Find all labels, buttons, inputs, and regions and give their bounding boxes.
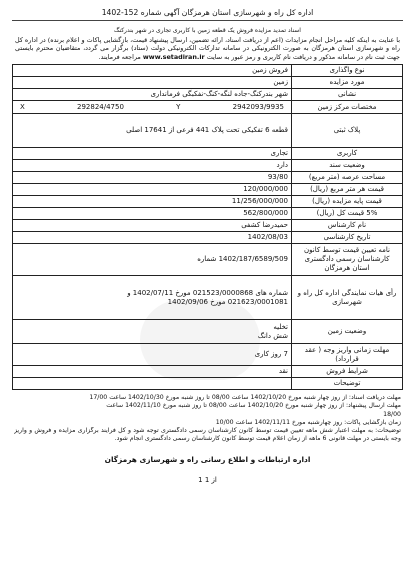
commission-line-1: شماره های 021523/0000868 مورخ 1402/07/11 و [127, 288, 288, 297]
y-value: 2942093/9935 [232, 102, 284, 111]
sale-label: شرایط فروش [292, 366, 403, 378]
table-row [13, 65, 403, 77]
row-value: حمیدرضا کشفی [13, 220, 292, 232]
table-row [13, 344, 403, 366]
setad-link[interactable]: www.setadiran.ir [142, 52, 205, 61]
row-label: نام کارشناس [292, 220, 403, 232]
row-label: نوع واگذاری [292, 65, 403, 77]
table-row [13, 244, 403, 276]
plot-value: قطعه 6 تفکیکی تحت پلاک 441 فرعی از 17641 اصلی [13, 114, 292, 148]
plot-label: پلاک ثبتی [292, 114, 403, 148]
row-label: تاریخ کارشناسی [292, 232, 403, 244]
row-value: 562/800/000 [13, 208, 292, 220]
table-row [13, 378, 403, 390]
row-value: فروش زمین [13, 65, 292, 77]
table-row [13, 184, 403, 196]
table-row [13, 320, 403, 344]
payment-label: مهلت زمانی واریز وجه ( عقد قرارداد) [292, 344, 403, 366]
row-value: شهر بندرکنگ-جاده لنگه-کنگ-نفکبگی فرمانداری [13, 89, 292, 101]
table-row [13, 148, 403, 160]
table-row [13, 160, 403, 172]
page-number: 1 از 1 [198, 476, 217, 485]
intro-tail: مراجعه فرمایند. [98, 52, 141, 61]
table-row [13, 77, 403, 89]
x-label: X [20, 102, 25, 111]
table-row [13, 232, 403, 244]
intro-text: با عنایت به اینکه کلیه مراحل انجام مزایدات (اعم از دریافت اسناد، ارائه تضمین، ارسال پیشنهاد قیمت، بازگشایی پاکات و اعلام برنده) در اداره کل راه و شهرسازی استان هرمزگان به صورت الکترونیکی در سامانه تدارکات الکترونیکی دولت (ستاد) برگزار می گردد، متقاضیان محترم بایستی جهت ثبت نام در سامانه مذکور و دریافت نام کاربری و رمز عبور به سایت [15, 36, 400, 61]
table-row [13, 89, 403, 101]
appointment-label: نامه تعیین قیمت توسط کانون کارشناسان رسمی دادگستری استان هرمزگان [292, 244, 403, 276]
notice-header: اداره کل راه و شهرسازی استان هرمزگان آگهی شماره 152-1402 [12, 6, 403, 21]
intro-paragraph [12, 36, 403, 61]
issuer-footer: اداره ارتباطات و اطلاع رسانی راه و شهرسازی هرمزگان [104, 455, 311, 465]
sale-value: نقد [13, 366, 292, 378]
auction-details-table [12, 64, 403, 390]
notice-subtitle: اسناد تمدید مزایده فروش یک قطعه زمین با کاربری تجاری در شهر بندرکنگ [114, 27, 301, 34]
table-row [13, 220, 403, 232]
row-label: وضعیت سند [292, 160, 403, 172]
desc-value [13, 378, 292, 390]
payment-value: 7 روز کاری [13, 344, 292, 366]
desc-label: توضیحات [292, 378, 403, 390]
status-label: وضعیت زمین [292, 320, 403, 344]
row-value: دارد [13, 160, 292, 172]
table-row [13, 172, 403, 184]
notice-page [12, 6, 403, 484]
note-doc-deadline: مهلت دریافت اسناد: از روز چهار شنبه مورخ 1402/10/20 ساعت 08/00 تا روز شنبه مورخ 1402/10/30 ساعت 17/00 [89, 394, 401, 402]
status-value [13, 320, 292, 344]
y-label: Y [176, 102, 181, 111]
row-label: مورد مزایده [292, 77, 403, 89]
table-row [13, 276, 403, 320]
status-value-1: تخلیه [273, 322, 288, 331]
row-label: مساحت عرصه (متر مربع) [292, 172, 403, 184]
note-bid-deadline: مهلت ارسال پیشنهاد: از روز چهار شنبه مورخ 1402/10/20 ساعت 08/00 تا روز شنبه مورخ 1402/11/10 ساعت [106, 402, 401, 410]
notes-section [12, 394, 403, 443]
table-row [13, 114, 403, 148]
table-row [13, 101, 403, 114]
note-bid-deadline-time: 18/00 [383, 410, 401, 418]
row-label: نشانی [292, 89, 403, 101]
coords-value [13, 101, 292, 114]
table-row [13, 366, 403, 378]
row-label: قیمت پایه مزایده (ریال) [292, 196, 403, 208]
coords-label: مختصات مرکز زمین [292, 101, 403, 114]
row-value: 93/80 [13, 172, 292, 184]
note-explanation: توضیحات: به مهلت اعتبار شش ماهه تعیین قیمت توسط کانون کارشناسان رسمی دادگستری توجه شود و کل فرایند برگزاری مزایده و فروش و واریز وجه بایستی در مهلت قانونی 6 ماهه از زمان اعلام قیمت توسط کانون کارشناسان رسمی دادگستری انجام شود. [14, 427, 401, 443]
row-label: 5% قیمت کل (ریال) [292, 208, 403, 220]
appointment-value: 1402/187/6589/509 شماره [13, 244, 292, 276]
x-value: 292824/4750 [77, 102, 124, 111]
row-value: 11/256/000/000 [13, 196, 292, 208]
row-value: 1402/08/03 [13, 232, 292, 244]
usage-label: کاربری [292, 148, 403, 160]
usage-value: تجاری [13, 148, 292, 160]
table-row [13, 196, 403, 208]
note-opening-time: زمان بازگشایی پاکات: روز چهارشنبه مورخ 1402/11/11 ساعت 10/00 [215, 418, 401, 426]
row-value: 120/000/000 [13, 184, 292, 196]
status-value-2: شش دانگ [257, 331, 288, 340]
table-row [13, 208, 403, 220]
row-label: قیمت هر متر مربع (ریال) [292, 184, 403, 196]
commission-value [13, 276, 292, 320]
commission-line-2: 021623/0001081 مورخ 1402/09/06 [167, 297, 288, 306]
row-value: زمین [13, 77, 292, 89]
commission-label: رأی هیات نمایندگی اداره کل راه و شهرسازی [292, 276, 403, 320]
